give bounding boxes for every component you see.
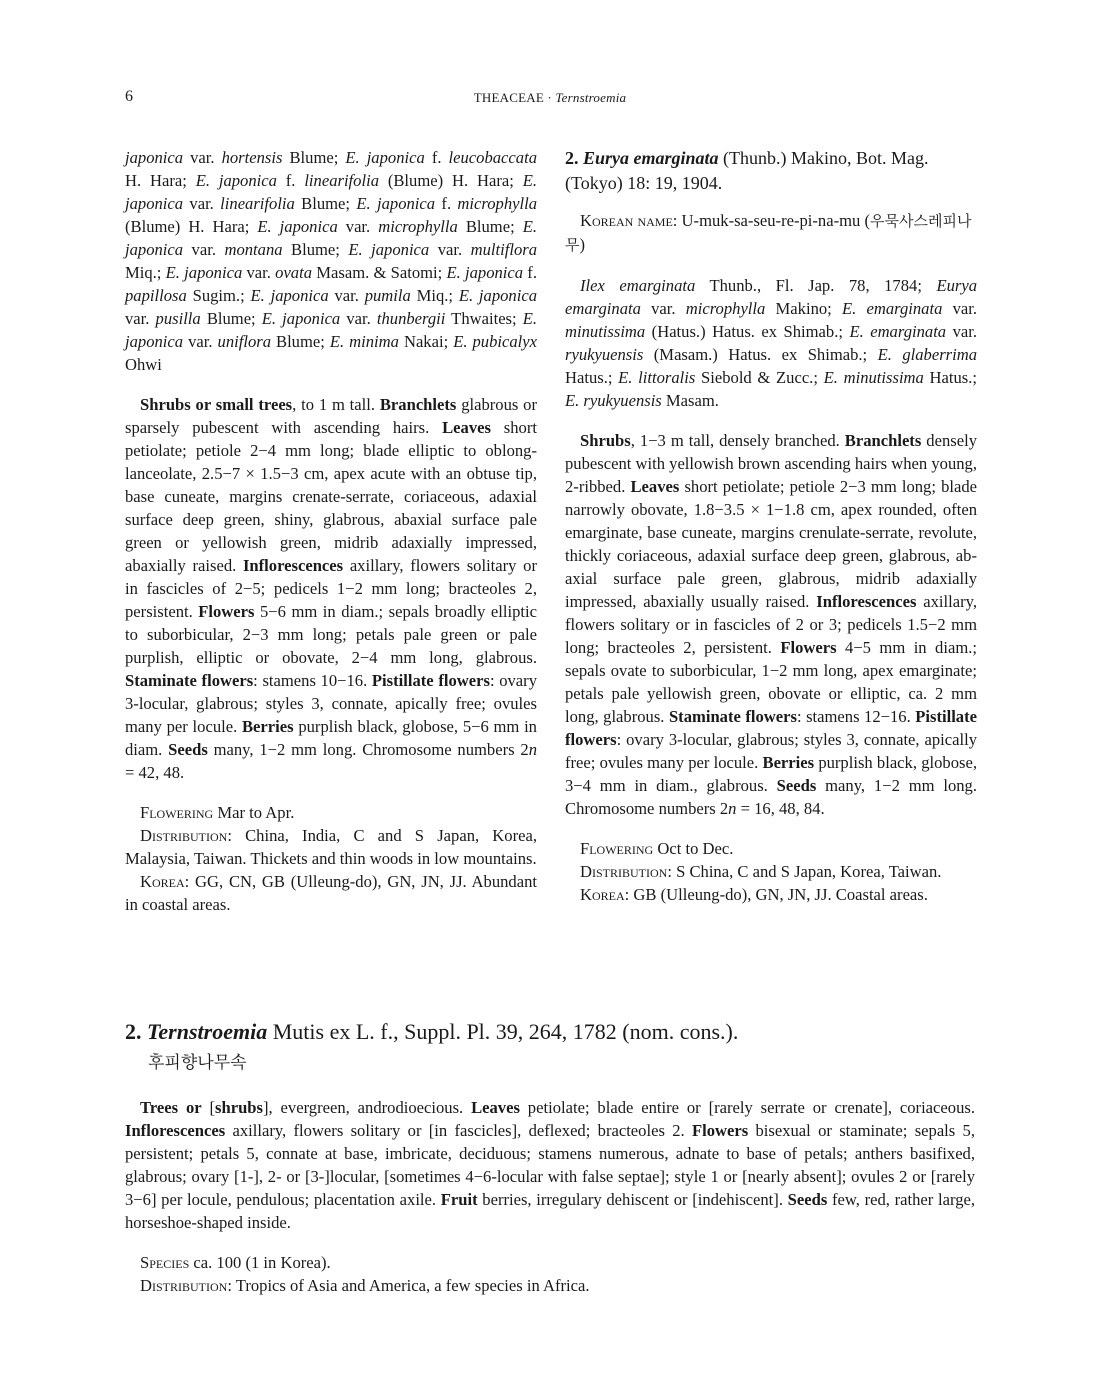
running-head-genus: Ternstroemia <box>555 90 627 105</box>
species-heading: 2. Eurya emarginata (Thunb.) Makino, Bot. Mag. (Tokyo) 18: 19, 1904. <box>565 148 929 193</box>
running-head-family: THEACEAE <box>473 90 544 105</box>
genus-heading: 2. Ternstroemia Mutis ex L. f., Suppl. Pl. 39, 264, 1782 (nom. cons.). <box>125 1019 739 1044</box>
genus-section <box>125 1018 975 1297</box>
genus-description: Trees or [shrubs], evergreen, androdioecious. Leaves petiolate; blade entire or [rarely serrate or crenate], coriaceous. Inflorescences axillary, flowers solitary or [in fascicles], deflexed; bracteoles 2. Flowers bisexual or staminate; sepals 5, persistent; petals 5, connate at base, imbricate, deciduous; stamens numerous, adnate to base of petals; anthers basifixed, glabrous; ovary [1-], 2- or [3-]locular, [sometimes 4−6-locular with false septae]; style 1 or [nearly absent]; ovules 2 or [rarely 3−6] per locule, pendulous; placentation axile. Fruit berries, irregulary dehiscent or [indehiscent]. Seeds few, red, rather large, horseshoe-shaped inside. <box>125 1098 976 1232</box>
korean-name-line: Korean name: U-muk-sa-seu-re-pi-na-mu (우묵사스레피나무) <box>565 211 972 254</box>
korea-line: Korea: GG, CN, GB (Ulleung-do), GN, JN, JJ. Abundant in coastal areas. <box>125 872 537 914</box>
synonym-list: japonica var. hortensis Blume; E. japonica f. leucobaccata H. Hara; E. japonica f. linearifolia (Blume) H. Hara; E. japonica var. linearifolia Blume; E. japonica f. microphylla (Blume) H. Hara; E. japonica var. microphylla Blume; E. japonica var. montana Blume; E. japonica var. multiflora Miq.; E. japonica var. ovata Masam. & Satomi; E. japonica f. papillosa Sugim.; E. japonica var. pumila Miq.; E. japonica var. pusilla Blume; E. japonica var. thunbergii Thwaites; E. japonica var. uniflora Blume; E. minima Nakai; E. pubicalyx Ohwi <box>125 148 538 374</box>
running-head <box>0 90 1100 106</box>
running-head-separator: · <box>543 90 556 105</box>
page-number: 6 <box>125 88 133 105</box>
distribution-line: Distribution: China, India, C and S Japan, Korea, Malaysia, Taiwan. Thickets and thin woods in low mountains. <box>125 826 537 868</box>
genus-distribution-line: Distribution: Tropics of Asia and America, a few species in Africa. <box>140 1276 590 1295</box>
left-column <box>125 146 537 916</box>
distribution-line: Distribution: S China, C and S Japan, Korea, Taiwan. <box>580 862 942 881</box>
flowering-line: Flowering Oct to Dec. <box>580 839 734 858</box>
species-description: Shrubs, 1−3 m tall, densely branched. Branchlets densely pubescent with yellowish brown ascending hairs when young, 2-ribbed. Leaves short petiolate; petiole 2−3 mm long; blade narrowly obovate, 1.8−3.5 × 1−1.8 cm, apex rounded, often emarginate, base cuneate, margins crenulate-serrate, revolute, thickly coriaceous, adaxial surface deep green, glabrous, abaxial surface pale green, glabrous, midrib adaxially impressed, abaxially usually raised. Inflorescences axillary, flowers solitary or in fascicles of 2 or 3; pedicels 1.5−2 mm long; bracteoles 2, persistent. Flowers 4−5 mm in diam.; sepals ovate to suborbicular, 1−2 mm long, apex emarginate; petals pale yellowish green, obovate or elliptic, ca. 2 mm long, glabrous. Staminate flowers: stamens 12−16. Pistillate flowers: ovary 3-locular, glabrous; styles 3, connate, apically free; ovules many per locule. Berries purplish black, globose, 3−4 mm in diam., glabrous. Seeds many, 1−2 mm long. Chromosome numbers 2n = 16, 48, 84. <box>565 431 978 818</box>
genus-korean-name: 후피향나무속 <box>148 1053 247 1073</box>
right-column <box>565 146 977 906</box>
synonym-list: Ilex emarginata Thunb., Fl. Jap. 78, 1784; Eurya emarginata var. microphylla Makino; E. emarginata var. minutissima (Hatus.) Hatus. ex Shimab.; E. emarginata var. ryukyuensis (Masam.) Hatus. ex Shimab.; E. glaberrima Hatus.; E. littoralis Siebold & Zucc.; E. minutissima Hatus.; E. ryukyuensis Masam. <box>565 276 978 410</box>
species-description: Shrubs or small trees, to 1 m tall. Branchlets glabrous or sparsely pubescent with ascending hairs. Leaves short petiolate; petiole 2−4 mm long; blade elliptic to oblong-lanceolate, 2.5−7 × 1.5−3 cm, apex acute with an obtuse tip, base cuneate, margins crenate-serrate, coriaceous, adaxial surface deep green, shiny, glabrous, abaxial surface pale green or yellowish green, midrib adaxially impressed, abaxially raised. Inflorescences axillary, flowers solitary or in fascicles of 2−5; pedicels 1−2 mm long; bracteoles 2, persistent. Flowers 5−6 mm in diam.; sepals broadly elliptic to suborbicular, 2−3 mm long; petals pale green or pale purplish, elliptic or obovate, 2−4 mm long, glabrous. Staminate flowers: stamens 10−16. Pistillate flowers: ovary 3-locular, glabrous; styles 3, connate, apically free; ovules many per locule. Berries purplish black, globose, 5−6 mm in diam. Seeds many, 1−2 mm long. Chromosome numbers 2n = 42, 48. <box>125 395 537 782</box>
korea-line: Korea: GB (Ulleung-do), GN, JN, JJ. Coastal areas. <box>580 885 928 904</box>
species-count-line: Species ca. 100 (1 in Korea). <box>140 1253 331 1272</box>
flowering-line: Flowering Mar to Apr. <box>140 803 295 822</box>
